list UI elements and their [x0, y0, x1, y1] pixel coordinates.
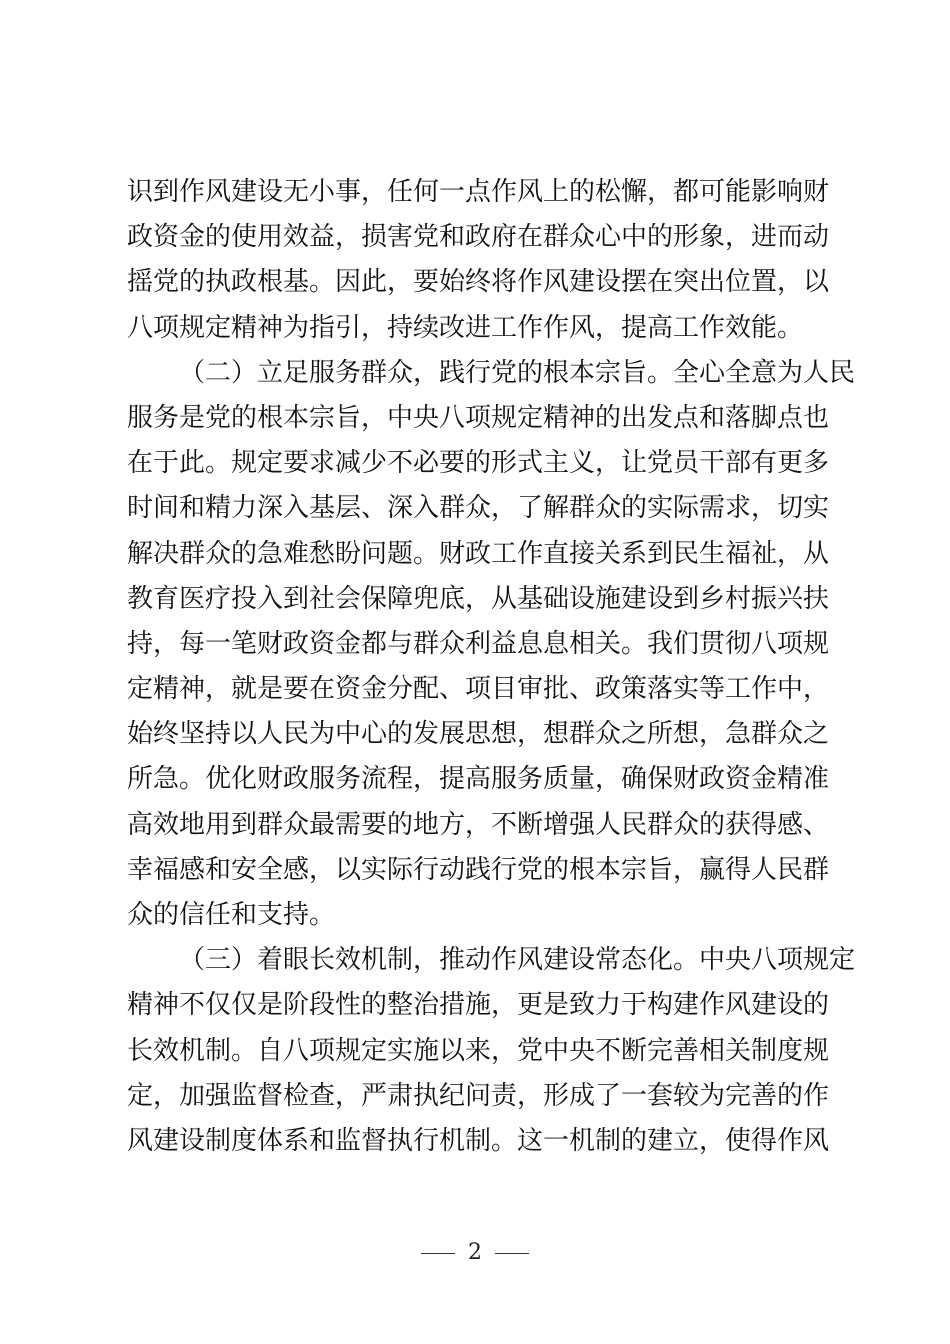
- text-line: 八项规定精神为指引，持续改进工作作风，提高工作效能。: [127, 312, 804, 343]
- page-footer: [0, 1240, 950, 1265]
- text-line: 识到作风建设无小事，任何一点作风上的松懈，都可能影响财: [127, 177, 830, 207]
- text-line: 高效地用到群众最需要的地方，不断增强人民群众的获得感、: [127, 809, 830, 840]
- text-line: 摇党的执政根基。因此，要始终将作风建设摆在突出位置，以: [127, 267, 830, 298]
- text-line: 精神不仅仅是阶段性的整治措施，更是致力于构建作风建设的: [127, 990, 830, 1021]
- text-line: 解决群众的急难愁盼问题。财政工作直接关系到民生福祉，从: [127, 538, 830, 569]
- text-line: 时间和精力深入基层、深入群众，了解群众的实际需求，切实: [127, 493, 830, 524]
- text-line: （三）着眼长效机制，推动作风建设常态化。中央八项规定: [179, 945, 856, 976]
- footer-dash-right: [495, 1253, 529, 1254]
- text-line: 持，每一笔财政资金都与群众利益息息相关。我们贯彻八项规: [127, 628, 830, 659]
- text-line: 幸福感和安全感，以实际行动践行党的根本宗旨，赢得人民群: [127, 854, 830, 885]
- text-line: 服务是党的根本宗旨，中央八项规定精神的出发点和落脚点也: [127, 402, 830, 433]
- text-line: 长效机制。自八项规定实施以来，党中央不断完善相关制度规: [127, 1035, 830, 1066]
- text-line: 在于此。规定要求减少不必要的形式主义，让党员干部有更多: [127, 448, 830, 479]
- body-text: [127, 170, 856, 1164]
- text-line: 政资金的使用效益，损害党和政府在群众心中的形象，进而动: [127, 222, 830, 253]
- text-line: 众的信任和支持。: [127, 900, 336, 930]
- text-line: 始终坚持以人民为中心的发展思想，想群众之所想，急群众之: [127, 719, 830, 750]
- text-line: 教育医疗投入到社会保障兜底，从基础设施建设到乡村振兴扶: [127, 583, 830, 614]
- text-line: 所急。优化财政服务流程，提高服务质量，确保财政资金精准: [127, 764, 830, 795]
- footer-dash-left: [421, 1253, 455, 1254]
- text-line: 定精神，就是要在资金分配、项目审批、政策落实等工作中，: [127, 674, 830, 705]
- text-line: 定，加强监督检查，严肃执纪问责，形成了一套较为完善的作: [127, 1080, 830, 1111]
- text-line: 风建设制度体系和监督执行机制。这一机制的建立，使得作风: [127, 1125, 830, 1156]
- page-number: 2: [468, 1240, 482, 1265]
- text-line: （二）立足服务群众，践行党的根本宗旨。全心全意为人民: [179, 357, 856, 388]
